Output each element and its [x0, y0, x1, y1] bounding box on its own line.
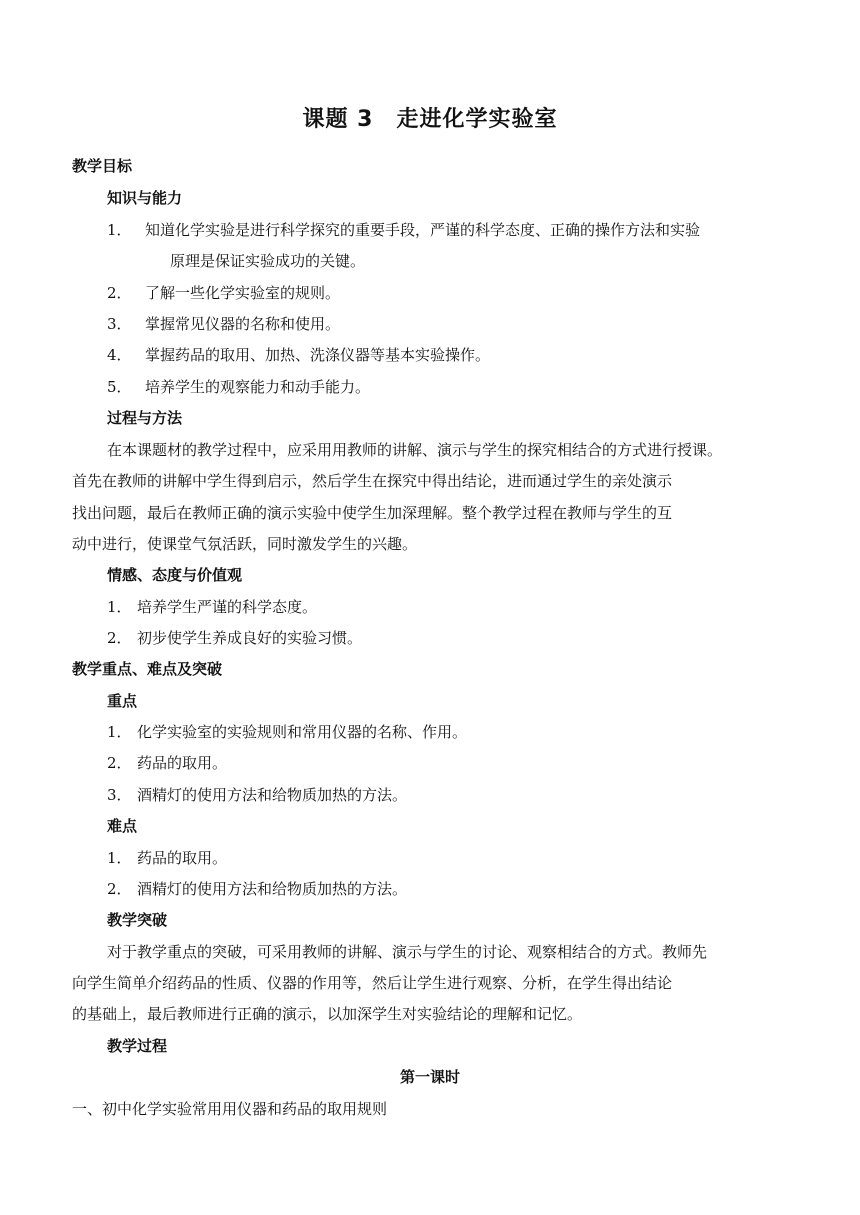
paragraph-line: 在本课题材的教学过程中，应采用用教师的讲解、演示与学生的探究相结合的方式进行授课。	[107, 441, 723, 459]
list-item: 1． 化学实验室的实验规则和常用仪器的名称、作用。	[107, 723, 468, 741]
paragraph-line: 向学生简单介绍药品的性质、仪器的作用等，然后让学生进行观察、分析，在学生得出结论	[72, 974, 673, 992]
section-heading: 一、初中化学实验常用用仪器和药品的取用规则	[72, 1100, 388, 1118]
list-item: 1． 知道化学实验是进行科学探究的重要手段，严谨的科学态度、正确的操作方法和实验	[107, 221, 701, 239]
paragraph-line: 找出问题，最后在教师正确的演示实验中使学生加深理解。整个教学过程在教师与学生的互	[72, 504, 673, 522]
heading-goals: 教学目标	[72, 157, 133, 175]
list-item: 3． 掌握常见仪器的名称和使用。	[107, 315, 341, 333]
lesson-heading: 第一课时	[399, 1068, 460, 1086]
list-item-continuation: 原理是保证实验成功的关键。	[170, 252, 366, 270]
list-item: 3． 酒精灯的使用方法和给物质加热的方法。	[107, 786, 408, 804]
heading-breakthrough: 教学突破	[107, 911, 168, 929]
page-title: 课题 3 走进化学实验室	[302, 107, 558, 132]
list-item: 2． 了解一些化学实验室的规则。	[107, 284, 341, 302]
heading-difficulty: 难点	[107, 817, 138, 835]
heading-emotion: 情感、态度与价值观	[107, 566, 243, 584]
paragraph-line: 的基础上，最后教师进行正确的演示，以加深学生对实验结论的理解和记忆。	[72, 1005, 583, 1023]
list-item: 4． 掌握药品的取用、加热、洗涤仪器等基本实验操作。	[107, 346, 491, 364]
list-item: 2． 初步使学生养成良好的实验习惯。	[107, 629, 363, 647]
heading-process-method: 过程与方法	[107, 409, 183, 427]
paragraph-line: 对于教学重点的突破，可采用教师的讲解、演示与学生的讨论、观察相结合的方式。教师先	[107, 943, 708, 961]
list-item: 2． 酒精灯的使用方法和给物质加热的方法。	[107, 880, 408, 898]
heading-knowledge: 知识与能力	[107, 189, 183, 207]
heading-focus: 重点	[107, 692, 138, 710]
list-item: 1． 培养学生严谨的科学态度。	[107, 598, 318, 616]
heading-teaching-process: 教学过程	[107, 1037, 168, 1055]
list-item: 5． 培养学生的观察能力和动手能力。	[107, 378, 371, 396]
heading-keys: 教学重点、难点及突破	[72, 660, 223, 678]
paragraph-line: 首先在教师的讲解中学生得到启示，然后学生在探究中得出结论，进而通过学生的亲处演示	[72, 472, 673, 490]
paragraph-line: 动中进行，使课堂气氛活跃，同时激发学生的兴趣。	[72, 535, 418, 553]
list-item: 2． 药品的取用。	[107, 754, 228, 772]
list-item: 1． 药品的取用。	[107, 849, 228, 867]
